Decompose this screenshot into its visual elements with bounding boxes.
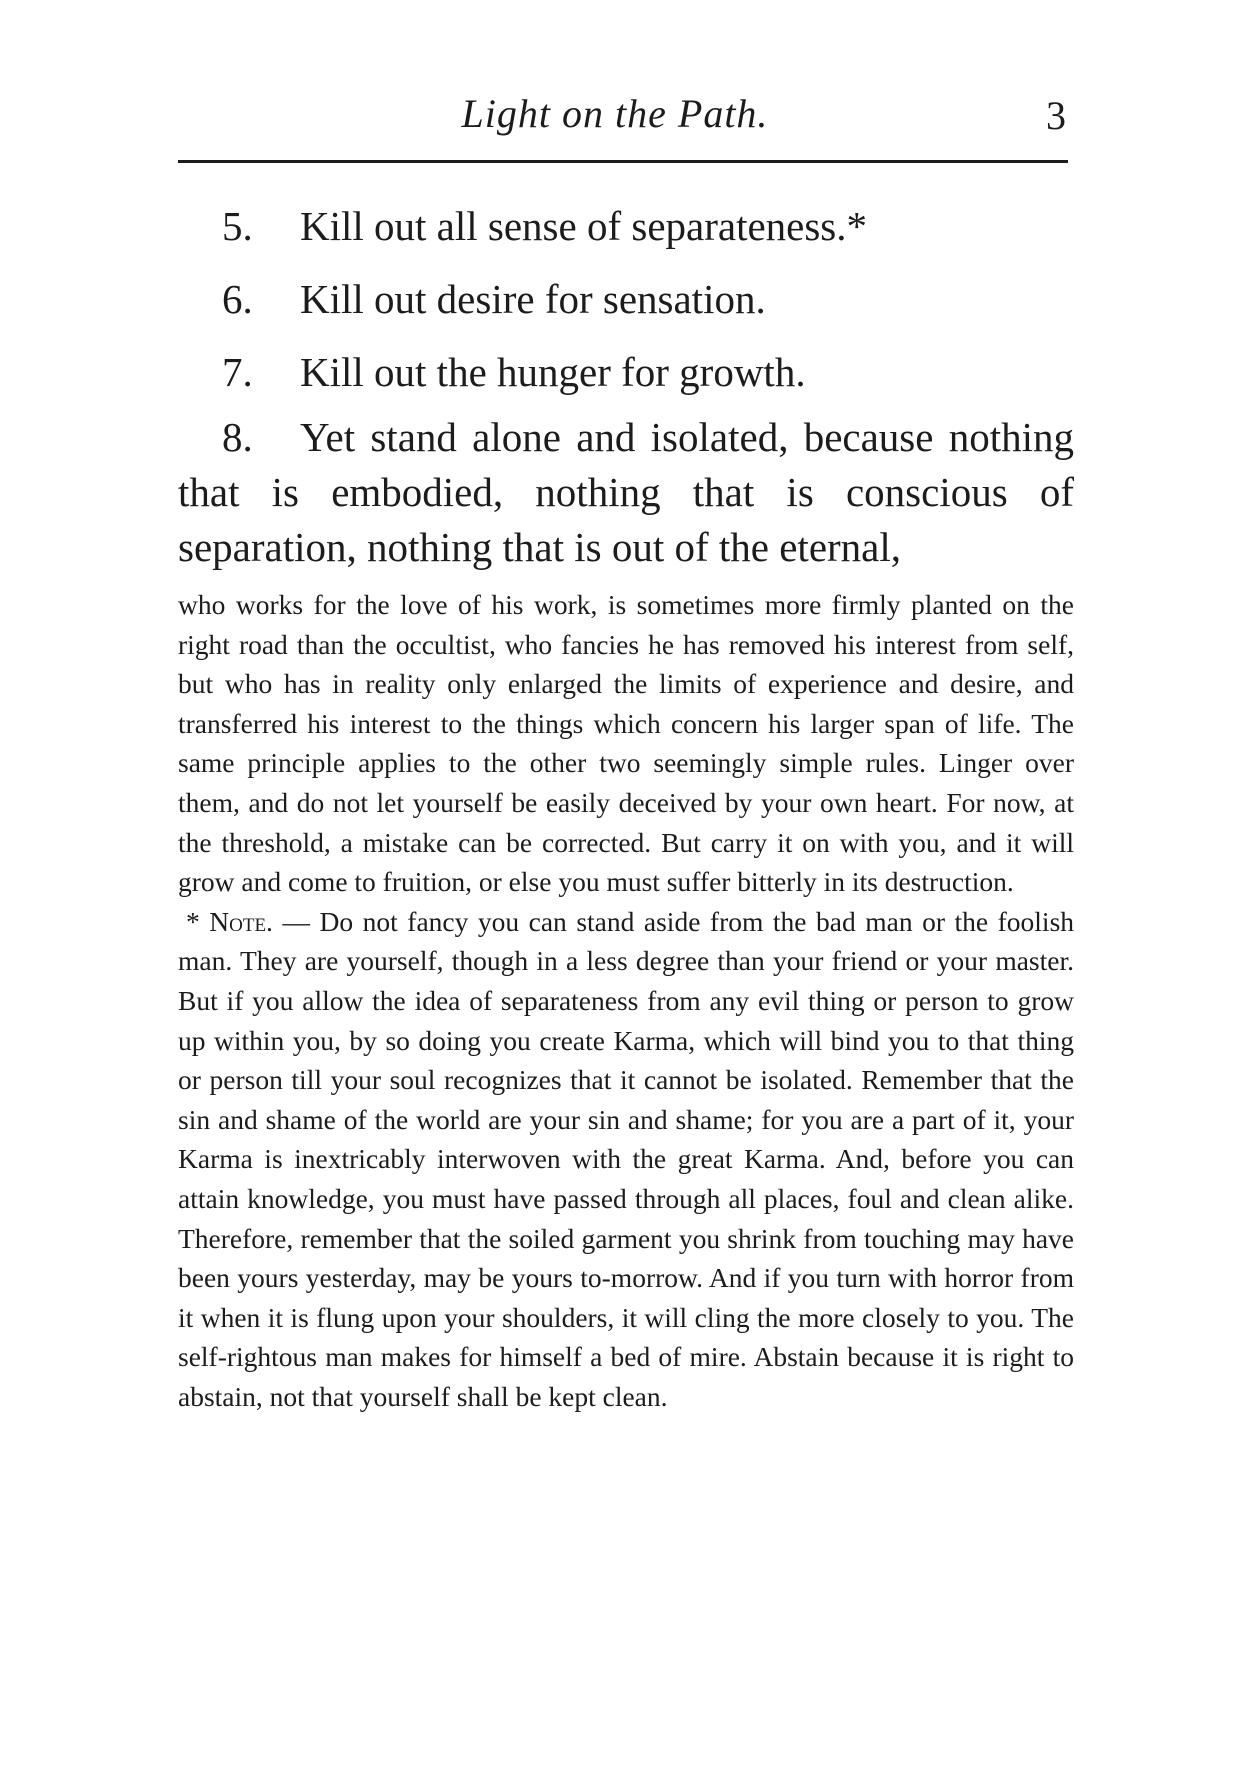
running-title: Light on the Path. xyxy=(461,91,769,136)
footnote-text: Do not fancy you can stand aside from the bad man or the foolish man. They are yourself, though in a less degree than your friend or your master. But if you allow the idea of separateness from any evil thing or person to grow up within you, by so doing you create Karma, which will bind you to that thing or person till your soul recognizes that it cannot be isolated. Remember that the sin and shame of the world are your sin and shame; for you are a part of it, your Karma is inextricably interwoven with the great Karma. And, before you can attain knowledge, you must have passed through all places, foul and clean alike. Therefore, remember that the soiled garment you shrink from touching may have been yours yesterday, may be yours to-morrow. And if you turn with horror from it when it is flung upon your shoulders, it will cling the more closely to you. The self-rightous man makes for himself a bed of mire. Abstain because it is right to abstain, not that yourself shall be kept clean. xyxy=(178,905,1075,1412)
rule-item xyxy=(222,263,1072,336)
rule-item xyxy=(222,336,1072,409)
footnote-label: * Note. — xyxy=(186,905,310,937)
header-rule xyxy=(178,160,1068,163)
rule-item xyxy=(222,190,1072,263)
rule-item-8 xyxy=(178,410,1074,575)
rule-number: 6. xyxy=(222,276,253,322)
commentary-block xyxy=(178,585,1074,1416)
rule-number: 7. xyxy=(222,349,253,395)
commentary-paragraph: who works for the love of his work, is sometimes more firmly planted on the right road than the occultist, who fancies he has removed his interest from self, but who has in reality only enlarged the limits of experience and desire, and transferred his interest to the things which concern his larger span of life. The same principle applies to the other two seemingly simple rules. Linger over them, and do not let yourself be easily deceived by your own heart. For now, at the threshold, a mistake can be corrected. But carry it on with you, and it will grow and come to fruition, or else you must suffer bitterly in its destruction. xyxy=(178,589,1074,898)
footnote xyxy=(178,902,1074,1417)
rule-number: 8. xyxy=(222,414,253,460)
page-number: 3 xyxy=(1046,93,1066,138)
page-header xyxy=(0,90,1259,150)
rule-text: Kill out the hunger for growth. xyxy=(300,349,806,395)
rule-number: 5. xyxy=(222,203,253,249)
rule-text: Yet stand alone and isolated, because nothing that is embodied, nothing that is conscious of separation, nothing that is out of the eternal, xyxy=(178,414,1074,570)
rule-text: Kill out desire for sensation. xyxy=(300,276,766,322)
rules-list xyxy=(222,190,1072,409)
rule-text: Kill out all sense of separateness.* xyxy=(300,203,868,249)
